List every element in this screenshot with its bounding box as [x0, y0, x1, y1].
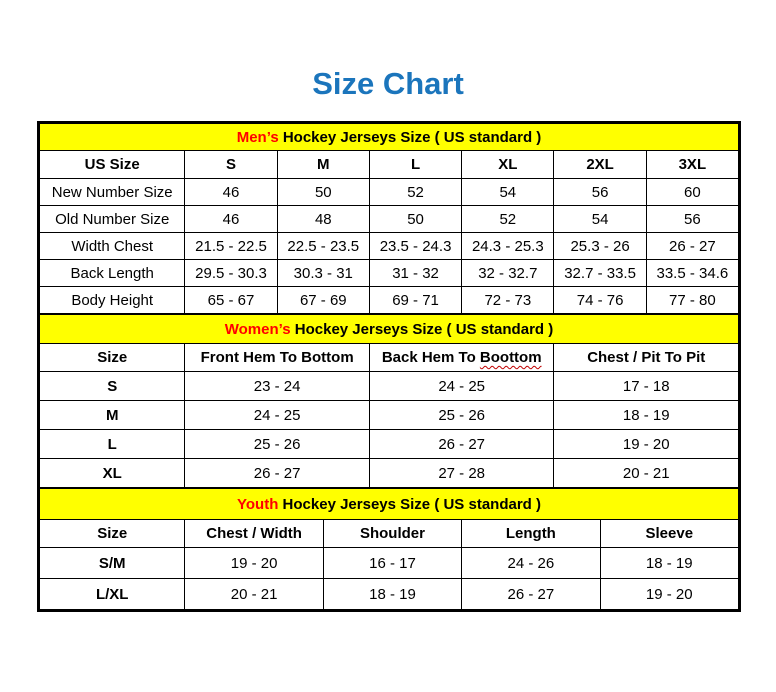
cell-value: 22.5 - 23.5: [277, 233, 369, 260]
section-band-men: [40, 124, 739, 151]
cell-value: 32 - 32.7: [462, 260, 554, 287]
row-label: S: [40, 372, 185, 401]
column-header: US Size: [40, 151, 185, 179]
cell-value: 20 - 21: [554, 459, 739, 488]
column-header: 3XL: [646, 151, 738, 179]
table-row: [40, 233, 739, 260]
mens-size-table: [39, 123, 739, 314]
column-header: Size: [40, 520, 185, 548]
table-row: [40, 430, 739, 459]
misspelled-word: Boottom: [479, 349, 542, 366]
cell-value: 56: [554, 179, 646, 206]
cell-value: 67 - 69: [277, 287, 369, 314]
cell-value: 65 - 67: [185, 287, 277, 314]
cell-value: 16 - 17: [323, 548, 461, 579]
cell-value: 18 - 19: [554, 401, 739, 430]
band-rest-text: Hockey Jerseys Size ( US standard ): [278, 128, 542, 146]
cell-value: 26 - 27: [185, 459, 370, 488]
band-rest-text: Hockey Jerseys Size ( US standard ): [290, 320, 554, 338]
band-rest-text: Hockey Jerseys Size ( US standard ): [278, 495, 541, 513]
cell-value: 17 - 18: [554, 372, 739, 401]
row-label: L: [40, 430, 185, 459]
cell-value: 50: [369, 206, 461, 233]
cell-value: 24 - 25: [369, 372, 554, 401]
cell-value: 32.7 - 33.5: [554, 260, 646, 287]
row-label: Width Chest: [40, 233, 185, 260]
cell-value: 25.3 - 26: [554, 233, 646, 260]
table-row: [40, 459, 739, 488]
table-row: [40, 179, 739, 206]
column-header: XL: [462, 151, 554, 179]
cell-value: 60: [646, 179, 738, 206]
cell-value: 27 - 28: [369, 459, 554, 488]
cell-value: 74 - 76: [554, 287, 646, 314]
table-row: [40, 401, 739, 430]
cell-value: 52: [462, 206, 554, 233]
column-header: Length: [462, 520, 600, 548]
cell-value: 19 - 20: [600, 579, 738, 610]
header-row: [40, 151, 739, 179]
cell-value: 23.5 - 24.3: [369, 233, 461, 260]
column-header: L: [369, 151, 461, 179]
row-label: L/XL: [40, 579, 185, 610]
cell-value: 24.3 - 25.3: [462, 233, 554, 260]
section-band-title: [40, 124, 739, 151]
cell-value: 50: [277, 179, 369, 206]
cell-value: 54: [554, 206, 646, 233]
header-row: [40, 520, 739, 548]
row-label: M: [40, 401, 185, 430]
column-header: Front Hem To Bottom: [185, 344, 370, 372]
cell-value: 19 - 20: [185, 548, 323, 579]
cell-value: 24 - 26: [462, 548, 600, 579]
cell-value: 30.3 - 31: [277, 260, 369, 287]
section-band-women: [40, 315, 739, 344]
cell-value: 46: [185, 179, 277, 206]
cell-value: 26 - 27: [646, 233, 738, 260]
cell-value: 20 - 21: [185, 579, 323, 610]
column-header: M: [277, 151, 369, 179]
cell-value: 19 - 20: [554, 430, 739, 459]
cell-value: 69 - 71: [369, 287, 461, 314]
cell-value: 26 - 27: [369, 430, 554, 459]
row-label: Body Height: [40, 287, 185, 314]
row-label: New Number Size: [40, 179, 185, 206]
page-title: Size Chart: [312, 66, 464, 101]
row-label: Old Number Size: [40, 206, 185, 233]
band-accent-word: Youth: [237, 495, 279, 513]
cell-value: 54: [462, 179, 554, 206]
cell-value: 26 - 27: [462, 579, 600, 610]
cell-value: 77 - 80: [646, 287, 738, 314]
cell-value: 24 - 25: [185, 401, 370, 430]
column-header: Chest / Pit To Pit: [554, 344, 739, 372]
table-row: [40, 287, 739, 314]
row-label: XL: [40, 459, 185, 488]
cell-value: 72 - 73: [462, 287, 554, 314]
cell-value: 18 - 19: [600, 548, 738, 579]
section-band-title: [40, 489, 739, 520]
cell-value: 33.5 - 34.6: [646, 260, 738, 287]
cell-value: 25 - 26: [185, 430, 370, 459]
table-row: [40, 206, 739, 233]
column-header: Shoulder: [323, 520, 461, 548]
cell-value: 31 - 32: [369, 260, 461, 287]
band-accent-word: Men’s: [236, 128, 279, 146]
womens-size-table: [39, 314, 739, 488]
cell-value: 52: [369, 179, 461, 206]
column-header: S: [185, 151, 277, 179]
band-accent-word: Women’s: [224, 320, 291, 338]
cell-value: 23 - 24: [185, 372, 370, 401]
column-header: Back Hem To Boottom: [369, 344, 554, 372]
table-row: [40, 548, 739, 579]
table-row: [40, 579, 739, 610]
header-row: [40, 344, 739, 372]
cell-value: 25 - 26: [369, 401, 554, 430]
column-header: Chest / Width: [185, 520, 323, 548]
row-label: Back Length: [40, 260, 185, 287]
table-row: [40, 260, 739, 287]
section-band-youth: [40, 489, 739, 520]
row-label: S/M: [40, 548, 185, 579]
cell-value: 48: [277, 206, 369, 233]
cell-value: 56: [646, 206, 738, 233]
size-chart-container: [37, 121, 741, 612]
column-header: Size: [40, 344, 185, 372]
youth-size-table: [39, 488, 739, 610]
cell-value: 18 - 19: [323, 579, 461, 610]
section-band-title: [40, 315, 739, 344]
column-header: 2XL: [554, 151, 646, 179]
column-header: Sleeve: [600, 520, 738, 548]
cell-value: 29.5 - 30.3: [185, 260, 277, 287]
cell-value: 46: [185, 206, 277, 233]
cell-value: 21.5 - 22.5: [185, 233, 277, 260]
table-row: [40, 372, 739, 401]
